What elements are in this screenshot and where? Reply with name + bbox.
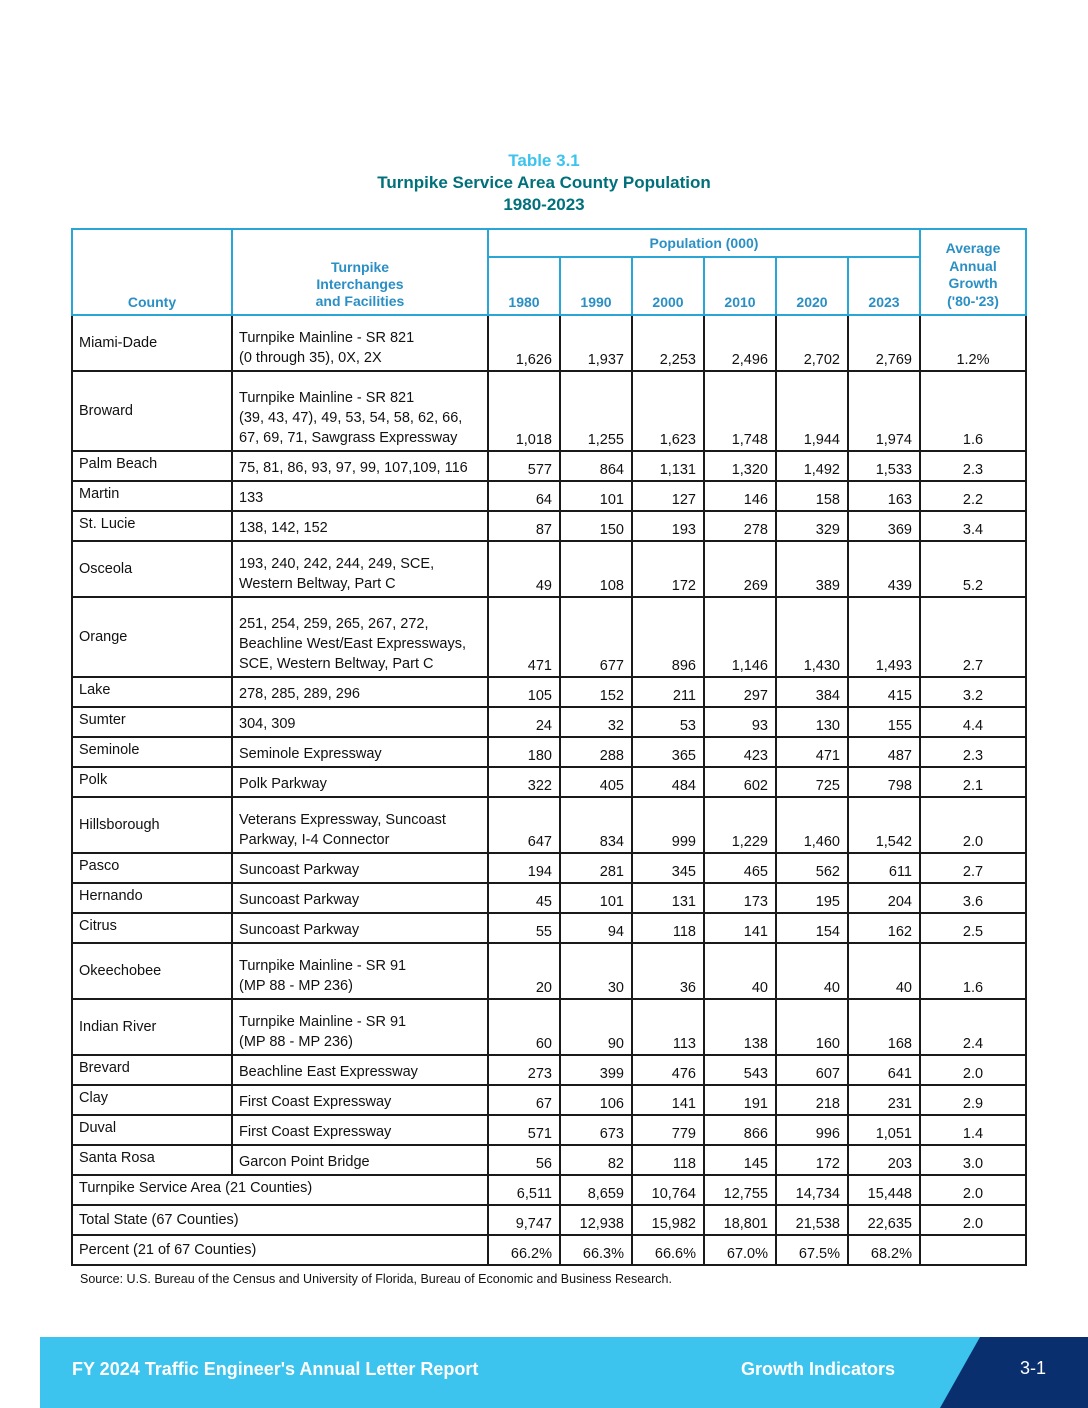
county-cell: Polk	[72, 767, 232, 797]
population-cell: 172	[632, 541, 704, 597]
population-cell: 1,146	[704, 597, 776, 677]
population-cell: 2,702	[776, 315, 848, 371]
header-year: 2020	[776, 257, 848, 315]
summary-value: 66.3%	[560, 1235, 632, 1265]
population-cell: 36	[632, 943, 704, 999]
table-row	[72, 737, 1026, 767]
facilities-cell: Suncoast Parkway	[232, 913, 488, 943]
population-cell: 150	[560, 511, 632, 541]
population-cell: 415	[848, 677, 920, 707]
population-cell: 163	[848, 481, 920, 511]
summary-value: 12,938	[560, 1205, 632, 1235]
county-cell: Brevard	[72, 1055, 232, 1085]
population-cell: 94	[560, 913, 632, 943]
table-row	[72, 511, 1026, 541]
county-cell: Hillsborough	[72, 797, 232, 853]
population-cell: 193	[632, 511, 704, 541]
county-cell: Okeechobee	[72, 943, 232, 999]
population-cell: 145	[704, 1145, 776, 1175]
population-cell: 141	[632, 1085, 704, 1115]
facilities-cell: Turnpike Mainline - SR 821 (39, 43, 47), 49, 53, 54, 58, 62, 66, 67, 69, 71, Sawgrass Expressway	[232, 371, 488, 451]
population-cell: 127	[632, 481, 704, 511]
growth-cell: 2.7	[920, 597, 1026, 677]
facilities-cell: Veterans Expressway, Suncoast Parkway, I-4 Connector	[232, 797, 488, 853]
summary-row	[72, 1175, 1026, 1205]
population-cell: 154	[776, 913, 848, 943]
population-cell: 90	[560, 999, 632, 1055]
population-cell: 779	[632, 1115, 704, 1145]
population-cell: 82	[560, 1145, 632, 1175]
table-row	[72, 677, 1026, 707]
county-cell: Pasco	[72, 853, 232, 883]
county-cell: Clay	[72, 1085, 232, 1115]
population-cell: 1,542	[848, 797, 920, 853]
population-cell: 203	[848, 1145, 920, 1175]
population-cell: 231	[848, 1085, 920, 1115]
table-body	[72, 315, 1026, 1265]
population-cell: 476	[632, 1055, 704, 1085]
population-cell: 1,492	[776, 451, 848, 481]
population-cell: 562	[776, 853, 848, 883]
growth-cell: 2.3	[920, 737, 1026, 767]
population-cell: 168	[848, 999, 920, 1055]
population-cell: 106	[560, 1085, 632, 1115]
population-cell: 996	[776, 1115, 848, 1145]
growth-cell: 2.0	[920, 1055, 1026, 1085]
population-cell: 1,623	[632, 371, 704, 451]
county-cell: Indian River	[72, 999, 232, 1055]
summary-label: Percent (21 of 67 Counties)	[72, 1235, 488, 1265]
table-row	[72, 451, 1026, 481]
header-year: 2023	[848, 257, 920, 315]
population-cell: 571	[488, 1115, 560, 1145]
population-cell: 543	[704, 1055, 776, 1085]
facilities-cell: 278, 285, 289, 296	[232, 677, 488, 707]
growth-cell: 1.6	[920, 943, 1026, 999]
table-caption	[0, 150, 1088, 216]
county-cell: Martin	[72, 481, 232, 511]
population-cell: 423	[704, 737, 776, 767]
growth-cell: 2.9	[920, 1085, 1026, 1115]
growth-cell: 1.4	[920, 1115, 1026, 1145]
header-population: Population (000)	[488, 229, 920, 257]
population-cell: 40	[704, 943, 776, 999]
growth-cell: 3.6	[920, 883, 1026, 913]
county-cell: St. Lucie	[72, 511, 232, 541]
summary-value: 66.2%	[488, 1235, 560, 1265]
population-cell: 329	[776, 511, 848, 541]
population-cell: 87	[488, 511, 560, 541]
growth-cell: 3.0	[920, 1145, 1026, 1175]
table-title: Turnpike Service Area County Population	[377, 173, 711, 192]
population-cell: 405	[560, 767, 632, 797]
table-row	[72, 707, 1026, 737]
facilities-cell: First Coast Expressway	[232, 1085, 488, 1115]
population-cell: 365	[632, 737, 704, 767]
population-cell: 999	[632, 797, 704, 853]
summary-value: 67.0%	[704, 1235, 776, 1265]
growth-cell: 4.4	[920, 707, 1026, 737]
summary-value: 15,448	[848, 1175, 920, 1205]
population-cell: 322	[488, 767, 560, 797]
population-cell: 67	[488, 1085, 560, 1115]
header-year: 2000	[632, 257, 704, 315]
population-cell: 641	[848, 1055, 920, 1085]
facilities-cell: 193, 240, 242, 244, 249, SCE, Western Beltway, Part C	[232, 541, 488, 597]
county-cell: Lake	[72, 677, 232, 707]
population-cell: 64	[488, 481, 560, 511]
facilities-cell: 138, 142, 152	[232, 511, 488, 541]
header-year: 2010	[704, 257, 776, 315]
population-cell: 40	[848, 943, 920, 999]
population-cell: 1,320	[704, 451, 776, 481]
population-cell: 1,533	[848, 451, 920, 481]
facilities-cell: 133	[232, 481, 488, 511]
population-cell: 345	[632, 853, 704, 883]
growth-cell: 2.7	[920, 853, 1026, 883]
summary-growth: 2.0	[920, 1205, 1026, 1235]
population-cell: 834	[560, 797, 632, 853]
population-cell: 2,769	[848, 315, 920, 371]
growth-cell: 2.5	[920, 913, 1026, 943]
population-cell: 798	[848, 767, 920, 797]
county-cell: Broward	[72, 371, 232, 451]
table-years: 1980-2023	[503, 195, 585, 214]
population-cell: 55	[488, 913, 560, 943]
table-row	[72, 481, 1026, 511]
population-cell: 160	[776, 999, 848, 1055]
table-row	[72, 1145, 1026, 1175]
population-cell: 56	[488, 1145, 560, 1175]
summary-value: 21,538	[776, 1205, 848, 1235]
table-row	[72, 541, 1026, 597]
facilities-cell: First Coast Expressway	[232, 1115, 488, 1145]
summary-value: 8,659	[560, 1175, 632, 1205]
table-row	[72, 315, 1026, 371]
population-cell: 155	[848, 707, 920, 737]
population-cell: 45	[488, 883, 560, 913]
population-cell: 173	[704, 883, 776, 913]
growth-cell: 3.2	[920, 677, 1026, 707]
population-cell: 24	[488, 707, 560, 737]
facilities-cell: Turnpike Mainline - SR 91 (MP 88 - MP 236)	[232, 999, 488, 1055]
summary-value: 66.6%	[632, 1235, 704, 1265]
table-row	[72, 1085, 1026, 1115]
population-cell: 49	[488, 541, 560, 597]
summary-value: 9,747	[488, 1205, 560, 1235]
facilities-cell: Turnpike Mainline - SR 821 (0 through 35), 0X, 2X	[232, 315, 488, 371]
growth-cell: 2.2	[920, 481, 1026, 511]
population-cell: 101	[560, 883, 632, 913]
page-footer	[40, 1337, 1088, 1408]
population-cell: 484	[632, 767, 704, 797]
population-cell: 131	[632, 883, 704, 913]
population-cell: 281	[560, 853, 632, 883]
header-year: 1990	[560, 257, 632, 315]
population-cell: 195	[776, 883, 848, 913]
footer-report-title: FY 2024 Traffic Engineer's Annual Letter Report	[72, 1359, 479, 1379]
population-cell: 30	[560, 943, 632, 999]
summary-value: 18,801	[704, 1205, 776, 1235]
summary-label: Total State (67 Counties)	[72, 1205, 488, 1235]
population-cell: 93	[704, 707, 776, 737]
population-cell: 204	[848, 883, 920, 913]
summary-value: 15,982	[632, 1205, 704, 1235]
header-facilities: Turnpike Interchanges and Facilities	[232, 229, 488, 315]
population-cell: 152	[560, 677, 632, 707]
summary-value: 6,511	[488, 1175, 560, 1205]
facilities-cell: Seminole Expressway	[232, 737, 488, 767]
growth-cell: 2.0	[920, 797, 1026, 853]
population-cell: 677	[560, 597, 632, 677]
table-row	[72, 999, 1026, 1055]
county-cell: Santa Rosa	[72, 1145, 232, 1175]
county-cell: Sumter	[72, 707, 232, 737]
summary-row	[72, 1205, 1026, 1235]
population-cell: 130	[776, 707, 848, 737]
population-cell: 194	[488, 853, 560, 883]
population-cell: 2,253	[632, 315, 704, 371]
population-cell: 138	[704, 999, 776, 1055]
growth-cell: 1.6	[920, 371, 1026, 451]
population-cell: 211	[632, 677, 704, 707]
county-cell: Citrus	[72, 913, 232, 943]
population-cell: 864	[560, 451, 632, 481]
summary-value: 68.2%	[848, 1235, 920, 1265]
growth-cell: 3.4	[920, 511, 1026, 541]
growth-cell: 5.2	[920, 541, 1026, 597]
population-cell: 141	[704, 913, 776, 943]
header-county: County	[72, 229, 232, 315]
population-cell: 1,460	[776, 797, 848, 853]
population-cell: 399	[560, 1055, 632, 1085]
footer-accent	[940, 1337, 1088, 1408]
population-cell: 384	[776, 677, 848, 707]
header-growth: Average Annual Growth ('80-'23)	[920, 229, 1026, 315]
population-cell: 60	[488, 999, 560, 1055]
summary-growth: 2.0	[920, 1175, 1026, 1205]
county-cell: Seminole	[72, 737, 232, 767]
county-cell: Palm Beach	[72, 451, 232, 481]
population-cell: 218	[776, 1085, 848, 1115]
facilities-cell: Suncoast Parkway	[232, 853, 488, 883]
footer-section: Growth Indicators	[741, 1359, 896, 1379]
population-cell: 118	[632, 913, 704, 943]
population-cell: 439	[848, 541, 920, 597]
population-cell: 172	[776, 1145, 848, 1175]
table-row	[72, 853, 1026, 883]
population-cell: 369	[848, 511, 920, 541]
growth-cell: 1.2%	[920, 315, 1026, 371]
table-row	[72, 1055, 1026, 1085]
table-number: Table 3.1	[508, 151, 580, 170]
facilities-cell: 251, 254, 259, 265, 267, 272, Beachline West/East Expressways, SCE, Western Beltway, Part C	[232, 597, 488, 677]
table-row	[72, 1115, 1026, 1145]
population-cell: 2,496	[704, 315, 776, 371]
source-note: Source: U.S. Bureau of the Census and University of Florida, Bureau of Economic and Business Research.	[80, 1272, 672, 1286]
population-table	[71, 228, 1027, 1266]
population-cell: 1,974	[848, 371, 920, 451]
summary-value: 22,635	[848, 1205, 920, 1235]
table-row	[72, 767, 1026, 797]
population-cell: 158	[776, 481, 848, 511]
county-cell: Osceola	[72, 541, 232, 597]
summary-value: 67.5%	[776, 1235, 848, 1265]
population-cell: 471	[488, 597, 560, 677]
population-cell: 108	[560, 541, 632, 597]
population-cell: 1,018	[488, 371, 560, 451]
population-cell: 1,937	[560, 315, 632, 371]
table-row	[72, 371, 1026, 451]
table-row	[72, 883, 1026, 913]
population-cell: 113	[632, 999, 704, 1055]
facilities-cell: Garcon Point Bridge	[232, 1145, 488, 1175]
population-cell: 611	[848, 853, 920, 883]
growth-cell: 2.3	[920, 451, 1026, 481]
population-cell: 105	[488, 677, 560, 707]
facilities-cell: 75, 81, 86, 93, 97, 99, 107,109, 116	[232, 451, 488, 481]
population-cell: 1,748	[704, 371, 776, 451]
population-cell: 725	[776, 767, 848, 797]
population-cell: 866	[704, 1115, 776, 1145]
population-cell: 896	[632, 597, 704, 677]
population-cell: 180	[488, 737, 560, 767]
facilities-cell: Polk Parkway	[232, 767, 488, 797]
population-cell: 1,131	[632, 451, 704, 481]
population-cell: 577	[488, 451, 560, 481]
page-number: 3-1	[1019, 1358, 1046, 1378]
population-cell: 1,626	[488, 315, 560, 371]
population-cell: 278	[704, 511, 776, 541]
population-cell: 602	[704, 767, 776, 797]
county-cell: Hernando	[72, 883, 232, 913]
population-cell: 146	[704, 481, 776, 511]
population-cell: 1,051	[848, 1115, 920, 1145]
table-row	[72, 943, 1026, 999]
summary-label: Turnpike Service Area (21 Counties)	[72, 1175, 488, 1205]
population-cell: 118	[632, 1145, 704, 1175]
population-cell: 288	[560, 737, 632, 767]
population-cell: 297	[704, 677, 776, 707]
summary-growth	[920, 1235, 1026, 1265]
population-cell: 1,255	[560, 371, 632, 451]
facilities-cell: 304, 309	[232, 707, 488, 737]
growth-cell: 2.4	[920, 999, 1026, 1055]
facilities-cell: Beachline East Expressway	[232, 1055, 488, 1085]
population-cell: 101	[560, 481, 632, 511]
population-cell: 465	[704, 853, 776, 883]
population-cell: 20	[488, 943, 560, 999]
population-cell: 1,430	[776, 597, 848, 677]
population-cell: 607	[776, 1055, 848, 1085]
population-cell: 162	[848, 913, 920, 943]
table-row	[72, 797, 1026, 853]
population-cell: 1,944	[776, 371, 848, 451]
population-cell: 1,493	[848, 597, 920, 677]
summary-row	[72, 1235, 1026, 1265]
population-cell: 487	[848, 737, 920, 767]
population-cell: 673	[560, 1115, 632, 1145]
population-cell: 389	[776, 541, 848, 597]
growth-cell: 2.1	[920, 767, 1026, 797]
population-cell: 40	[776, 943, 848, 999]
header-year: 1980	[488, 257, 560, 315]
county-cell: Duval	[72, 1115, 232, 1145]
population-cell: 191	[704, 1085, 776, 1115]
population-cell: 53	[632, 707, 704, 737]
facilities-cell: Suncoast Parkway	[232, 883, 488, 913]
summary-value: 10,764	[632, 1175, 704, 1205]
summary-value: 14,734	[776, 1175, 848, 1205]
population-cell: 32	[560, 707, 632, 737]
population-cell: 273	[488, 1055, 560, 1085]
county-cell: Orange	[72, 597, 232, 677]
population-cell: 1,229	[704, 797, 776, 853]
table-row	[72, 913, 1026, 943]
population-cell: 471	[776, 737, 848, 767]
table-row	[72, 597, 1026, 677]
population-cell: 269	[704, 541, 776, 597]
population-cell: 647	[488, 797, 560, 853]
facilities-cell: Turnpike Mainline - SR 91 (MP 88 - MP 236)	[232, 943, 488, 999]
county-cell: Miami-Dade	[72, 315, 232, 371]
summary-value: 12,755	[704, 1175, 776, 1205]
